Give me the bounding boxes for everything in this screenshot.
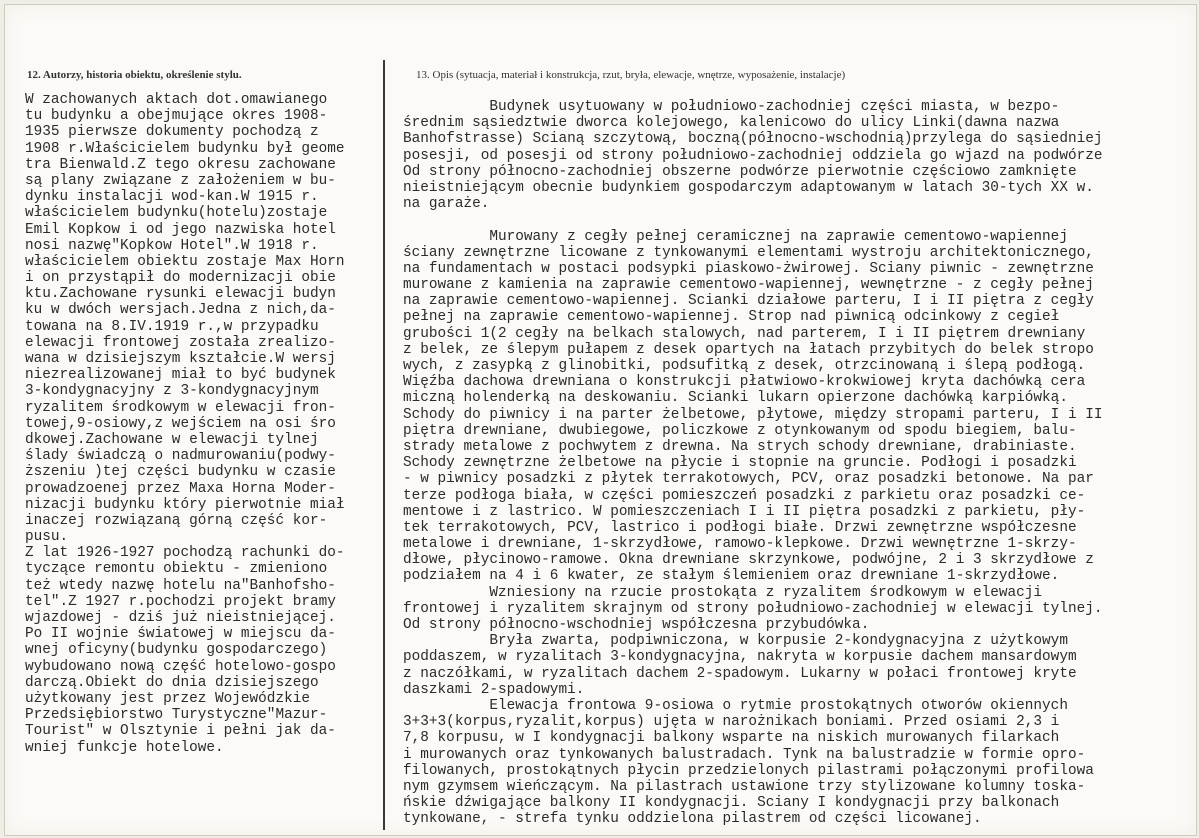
description-text-line: Więźba dachowa drewniana o konstrukcji płatwiowo-krokwiowej kryta dachówką cera <box>403 374 1086 391</box>
history-text-column <box>25 92 377 756</box>
history-text-line: wjazdowej - dziś już nieistniejącej. <box>25 610 336 626</box>
history-text-line: Przedsiębiorstwo Turystyczne"Mazur- <box>25 707 328 724</box>
description-text-line: mentowe i z lastrico. W pomieszczeniach I i II piętra posadzki z parkietu, pły- <box>403 503 1086 520</box>
description-text-line: na fundamentach w postaci podsypki piaskowo-żwirowej. Sciany piwnic - zewnętrzne <box>403 260 1094 277</box>
history-text-line: dynku instalacji wod-kan.W 1915 r. <box>25 189 319 206</box>
description-text-line: piętra drewniane, dwubiegowe, policzkowe z otynkowanym od spodu biegiem, balu- <box>403 422 1077 439</box>
history-text-line: Tourist" w Olsztynie i pełni jak da- <box>25 723 336 740</box>
history-text-line: niezrealizowanej miał to być budynek <box>25 367 336 384</box>
description-text-line: średnim sąsiedztwie dworca kolejowego, kalenicowo do ulicy Linki(dawna nazwa <box>403 115 1060 132</box>
history-text-line: ryzalitem środkowym w elewacji fron- <box>25 399 336 416</box>
description-text-line: i murowanych oraz tynkowanych balustradach. Tynk na balustradzie w formie opro- <box>403 746 1086 763</box>
description-text-line: filowanych, prostokątnych płycin przedzielonych pilastrami połączonymi profilowa <box>403 762 1094 779</box>
history-text-line: prowadzoenej przez Maxa Horna Moder- <box>25 480 336 497</box>
description-text-line: Schody zewnętrzne żelbetowe na płycie i stopnie na gruncie. Podłogi i posadzki <box>403 455 1077 472</box>
history-text-line: tu budynku a obejmujące okres 1908- <box>25 108 328 125</box>
description-text-line: dłowe, płycinowo-ramowe. Okna drewniane skrzynkowe, podwójne, 2 i 3 skrzydłowe z <box>403 552 1094 569</box>
description-text-line: Murowany z cegły pełnej ceramicznej na zaprawie cementowo-wapiennej <box>403 228 1068 245</box>
description-text-line: posesji, od posesji od strony południowo-zachodniej oddziela go wjazd na podwórze <box>403 147 1103 164</box>
history-text-line: darczą.Obiekt do dnia dzisiejszego <box>25 674 319 691</box>
history-text-line: wniej funkcje hotelowe. <box>25 739 224 756</box>
history-text-line: dkowej.Zachowane w elewacji tylnej <box>25 431 319 448</box>
history-text-line: inaczej rozwiązaną górną część kor- <box>25 512 328 529</box>
description-text-line: frontowej i ryzalitem skrajnym od strony południowo-zachodniej w elewacji tylnej. <box>403 600 1103 617</box>
history-text-line: też wtedy nazwę hotelu na"Banhofsho- <box>25 577 336 594</box>
description-text-line <box>403 212 1195 228</box>
description-text-line: metalowe i drewniane, 1-skrzydłowe, ramowo-klepkowe. Drzwi wewnętrzne 1-skrzy- <box>403 536 1077 553</box>
history-text-line: Emil Kopkow i od jego nazwiska hotel <box>25 221 336 238</box>
description-text-line: murowane z kamienia na zaprawie cementowo-wapiennej, wewnętrzne - z cegły pełnej <box>403 277 1094 294</box>
description-text-line: Od strony północno-zachodniej obszerne podwórze pierwotnie częściowo zamknięte <box>403 163 1077 180</box>
history-text-line: 3-kondygnacyjny z 3-kondygnacyjnym <box>25 383 319 400</box>
history-text-line: ku w dwóch wersjach.Jedna z nich,da- <box>25 302 336 319</box>
history-text-line: pusu. <box>25 529 69 546</box>
history-text-line: tel".Z 1927 r.pochodzi projekt bramy <box>25 593 336 610</box>
history-text-line: tra Bienwald.Z tego okresu zachowane <box>25 156 336 173</box>
description-text-line: strady metalowe z pochwytem z drewna. Na strych schody drewniane, drabiniaste. <box>403 438 1077 455</box>
description-text-line: Budynek usytuowany w południowo-zachodniej części miasta, w bezpo- <box>403 99 1060 115</box>
history-text-line: są plany związane z założeniem w bu- <box>25 172 336 189</box>
history-text-line: Po II wojnie światowej w miejscu da- <box>25 626 336 643</box>
history-text-line: ktu.Zachowane rysunki elewacji budyn <box>25 286 336 303</box>
history-text-line: W zachowanych aktach dot.omawianego <box>25 92 328 108</box>
description-text-line: Schody do piwnicy i na parter żelbetowe, płytowe, między stropami parteru, I i II <box>403 406 1103 423</box>
description-text-line: Od strony północno-wschodniej współczesna przybudówka. <box>403 617 870 633</box>
description-text-line: tek terrakotowych, PCV, lastrico i podłogi białe. Drzwi zewnętrzne współczesne <box>403 519 1077 536</box>
description-text-line: ńskie dźwigające balkony II kondygnacji. Sciany I kondygnacji przy balkonach <box>403 795 1060 812</box>
description-text-line: pełnej na zaprawie cementowo-wapiennej. Strop nad piwnicą odcinkowy z cegieł <box>403 309 1060 326</box>
description-text-line: Wzniesiony na rzucie prostokąta z ryzalitem środkowym w elewacji <box>403 584 1043 601</box>
description-text-line: terze podłoga biała, w części pomieszczeń posadzki z parkietu oraz posadzki ce- <box>403 487 1086 504</box>
history-text-line: towej,9-osiowy,z wejściem na osi śro <box>25 415 336 432</box>
history-text-line: i on przystąpił do modernizacji obie <box>25 270 336 287</box>
description-text-line: - w piwnicy posadzki z płytek terrakotowych, PCV, oraz posadzki betonowe. Na par <box>403 471 1094 488</box>
description-text-column <box>403 99 1195 827</box>
history-text-line: tyczące remontu obiektu - zmieniono <box>25 561 328 578</box>
description-text-line: grubości 1(2 cegły na belkach stalowych, nad parterem, I i II piętrem drewniany <box>403 325 1086 342</box>
history-text-line: Z lat 1926-1927 pochodzą rachunki do- <box>25 545 345 562</box>
description-text-line: wych, z zasypką z glinobitki, podsufitką z desek, otrzcinowaną i ślepą podłogą. <box>403 358 1086 374</box>
description-text-line: 7,8 korpusu, w I kondygnacji balkony wsparte na niskich murowanych filarkach <box>403 730 1060 747</box>
description-text-line: Banhofstrasse) Scianą szczytową, boczną(północno-wschodnią)przylega do sąsiedniej <box>403 131 1103 148</box>
description-text-line: z belek, ze ślepym pułapem z desek opartych na łatach przybitych do belek stropo <box>403 341 1094 358</box>
history-text-line: wnej oficyny(budynku gospodarczego) <box>25 642 328 659</box>
description-text-line: na zaprawie cementowo-wapiennej. Scianki działowe parteru, I i II piętra z cegły <box>403 293 1094 310</box>
history-text-line: właścicielem obiektu zostaje Max Horn <box>25 253 345 270</box>
history-text-line: właścicielem budynku(hotelu)zostaje <box>25 205 328 222</box>
description-text-line: nieistniejącym obecnie budynkiem gospodarczym adaptowanym w latach 30-tych XX w. <box>403 179 1094 196</box>
description-text-line: 3+3+3(korpus,ryzalit,korpus) ujęta w narożnikach boniami. Przed osiami 2,3 i <box>403 714 1060 731</box>
history-text-line: 1908 r.Właścicielem budynku był geome <box>25 140 345 157</box>
description-text-line: tynkowane, - strefa tynku oddzielona pilastrem od części licowanej. <box>403 811 982 828</box>
description-text-line: poddaszem, w ryzalitach 3-kondygnacyjna, nakryta w korpusie dachem mansardowym <box>403 649 1077 666</box>
history-text-line: towana na 8.IV.1919 r.,w przypadku <box>25 318 319 335</box>
column-divider <box>383 60 385 830</box>
left-section-heading: 12. Autorzy, historia obiektu, określenie stylu. <box>27 69 242 81</box>
description-text-line: Bryła zwarta, podpiwniczona, w korpusie 2-kondygnacyjna z użytkowym <box>403 633 1068 650</box>
history-text-line: wybudowano nową część hotelowo-gospo <box>25 658 336 675</box>
description-text-line: nym gzymsem wieńczącym. Na pilastrach ustawione trzy stylizowane kolumny toska- <box>403 778 1086 795</box>
description-text-line: na garaże. <box>403 196 490 213</box>
right-section-heading: 13. Opis (sytuacja, materiał i konstrukcja, rzut, bryła, elewacje, wnętrze, wyposażenie, instalacje) <box>416 69 846 81</box>
document-sheet <box>4 4 1197 836</box>
history-text-line: ższeniu )tej części budynku w czasie <box>25 464 336 481</box>
history-text-line: wana w dzisiejszym kształcie.W wersj <box>25 351 336 367</box>
description-text-line: z naczółkami, w ryzalitach dachem 2-spadowym. Lukarny w połaci frontowej kryte <box>403 665 1077 682</box>
history-text-line: nosi nazwę"Kopkow Hotel".W 1918 r. <box>25 237 319 254</box>
history-text-line: 1935 pierwsze dokumenty pochodzą z <box>25 124 319 141</box>
history-text-line: ślady świadczą o nadmurowaniu(podwy- <box>25 448 336 465</box>
history-text-line: elewacji frontowej została zrealizo- <box>25 334 336 351</box>
description-text-line: ściany zewnętrzne licowane z tynkowanymi elementami wystroju architektonicznego, <box>403 244 1094 261</box>
description-text-line: Elewacja frontowa 9-osiowa o rytmie prostokątnych otworów okiennych <box>403 697 1068 714</box>
history-text-line: użytkowany jest przez Wojewódzkie <box>25 690 310 707</box>
description-text-line: miczną holenderką na deskowaniu. Scianki lukarn opierzone dachówką karpiówką. <box>403 390 1068 407</box>
description-text-line: daszkami 2-spadowymi. <box>403 681 585 698</box>
history-text-line: nizacji budynku który pierwotnie miał <box>25 496 345 513</box>
description-text-line: podziałem na 4 i 6 kwater, ze stałym ślemieniem oraz drewniane 1-skrzydłowe. <box>403 568 1060 585</box>
